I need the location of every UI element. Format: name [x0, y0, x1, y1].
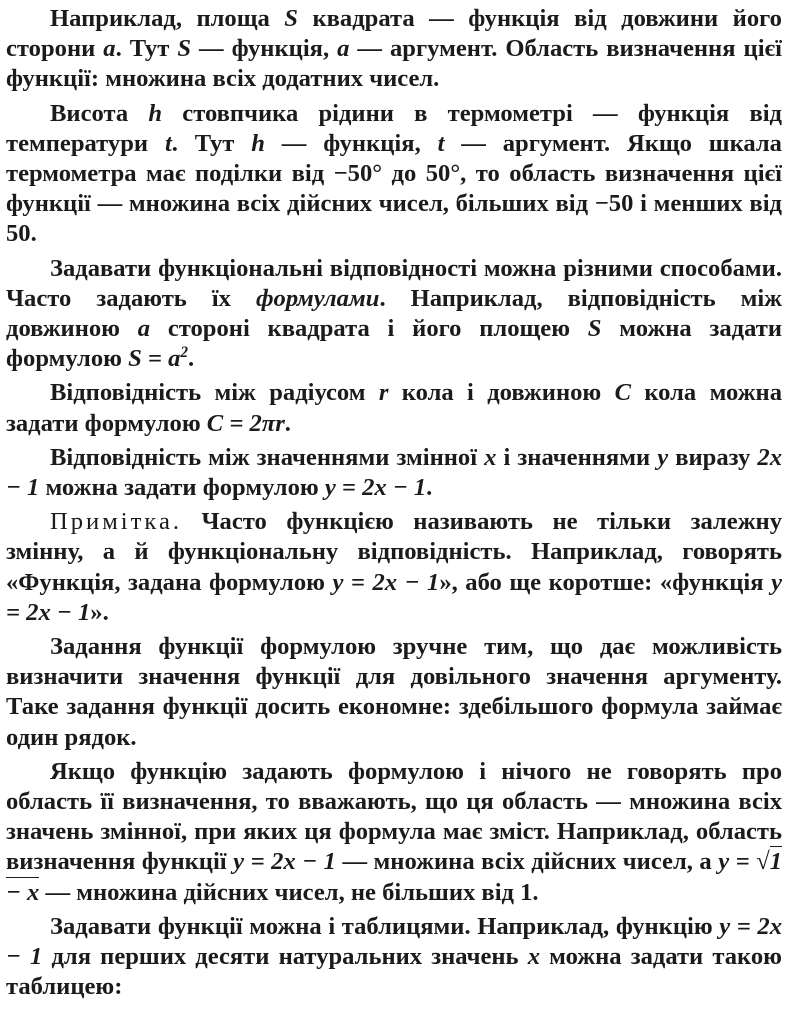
math-var: a — [103, 35, 116, 63]
paragraph-formula-convenience — [6, 632, 782, 753]
formula-linear: y = 2x − 1 — [233, 848, 336, 876]
text: кола і довжиною — [388, 379, 615, 407]
text: Наприклад, площа — [50, 5, 285, 32]
math-var: S — [587, 315, 602, 343]
exponent: 2 — [180, 344, 189, 362]
text: виразу — [668, 443, 758, 471]
text: . Наприклад, відповідність між довжиною — [6, 284, 782, 343]
paragraph-linear — [6, 443, 782, 503]
text: — множина всіх дійсних чисел, а — [335, 848, 719, 876]
text: Часто функцією називають не тільки залежну змінну, а й функціональну відповідність. Наприклад, говорять «Функція, задана формулою — [6, 508, 782, 596]
formula-square-area — [128, 345, 188, 372]
formula-linear: y = 2x − 1 — [6, 912, 782, 971]
text: Відповідність між радіусом — [50, 379, 379, 407]
radicand: 1 − x — [6, 848, 782, 906]
note-label: Примітка. — [50, 508, 183, 536]
math-var: h — [251, 129, 265, 157]
text: — множина дійсних чисел, не більших від 1. — [39, 878, 539, 906]
emphasis: формулами — [255, 284, 380, 312]
text: — аргумент. Якщо шкала термометра має поділки від −50° до 50°, то область визначення цієї функції — множина всіх дійсних чисел, більших від −50 і менших від 50. — [6, 129, 782, 248]
math-var: a — [137, 315, 151, 343]
radical-sign: √ — [756, 848, 770, 876]
text: — аргумент. Область визначення цієї функції: множина всіх додатних чисел. — [6, 35, 782, 93]
math-var: C — [614, 379, 631, 407]
text: — функція, — [264, 129, 438, 157]
text: можна задати такою таблицею: — [6, 943, 782, 1001]
text: стороні квадрата і його площею — [150, 315, 588, 343]
text: . — [426, 474, 433, 502]
text: Задавати функції можна і таблицями. Наприклад, функцію — [50, 912, 720, 940]
paragraph-domain — [6, 757, 782, 908]
formula-linear: y = 2x − 1 — [332, 568, 440, 596]
formula-linear: y = 2x − 1 — [6, 568, 782, 626]
text: — функція, — [191, 35, 338, 63]
formula-text: S = a — [128, 345, 181, 373]
text: Задавати функціональні відповідності можна різними способами. Часто задають їх — [6, 254, 782, 312]
math-var: r — [378, 379, 389, 407]
text: Задання функції формулою зручне тим, що дає можливість визначити значення функції для довільного значення аргументу. Таке задання функції досить економне: здебільшого формула займає один рядок. — [6, 633, 782, 751]
text: Відповідність між значеннями змінної — [50, 443, 485, 471]
text: кола можна задати формулою — [6, 379, 782, 437]
math-expression: 2x − 1 — [6, 443, 782, 502]
text: . — [188, 345, 195, 373]
formula-text: y = — [718, 848, 757, 876]
text: . Тут — [171, 129, 252, 157]
math-var: y — [657, 443, 669, 471]
text: квадрата — функція від довжини його сторони — [6, 5, 782, 63]
text: для перших десяти натуральних значень — [42, 943, 528, 971]
text: ». — [90, 598, 109, 626]
paragraph-formulas — [6, 254, 782, 375]
math-var: S — [177, 35, 191, 63]
math-var: x — [527, 943, 540, 971]
text: можна задати формулою — [6, 315, 782, 373]
text: стовпчика рідини в термометрі — функція від температури — [6, 99, 782, 157]
textbook-page — [6, 4, 782, 1007]
text: можна задати формулою — [39, 474, 325, 502]
math-var: t — [164, 129, 172, 157]
text: . — [284, 409, 291, 437]
text: Висота — [50, 99, 149, 127]
math-var: t — [437, 129, 445, 157]
math-var: S — [284, 5, 298, 32]
text: Якщо функцію задають формулою і нічого не говорять про область її визначення, то вважають, що ця область — множина всіх значень змінної, при яких ця формула має зміст. Наприклад, область визначення функції — [6, 757, 782, 876]
paragraph-note — [6, 507, 782, 628]
paragraph-square-area — [6, 4, 782, 95]
formula-linear: y = 2x − 1 — [324, 474, 427, 502]
formula-circumference: C = 2πr — [206, 409, 285, 437]
text: . Тут — [115, 35, 178, 63]
paragraph-thermometer — [6, 99, 782, 250]
math-var: a — [337, 35, 350, 63]
text: », або ще коротше: «функція — [439, 568, 772, 596]
paragraph-circle — [6, 378, 782, 438]
text: і значеннями — [496, 443, 658, 471]
math-var: x — [484, 443, 497, 471]
paragraph-tables — [6, 912, 782, 1003]
math-var: h — [148, 99, 163, 127]
